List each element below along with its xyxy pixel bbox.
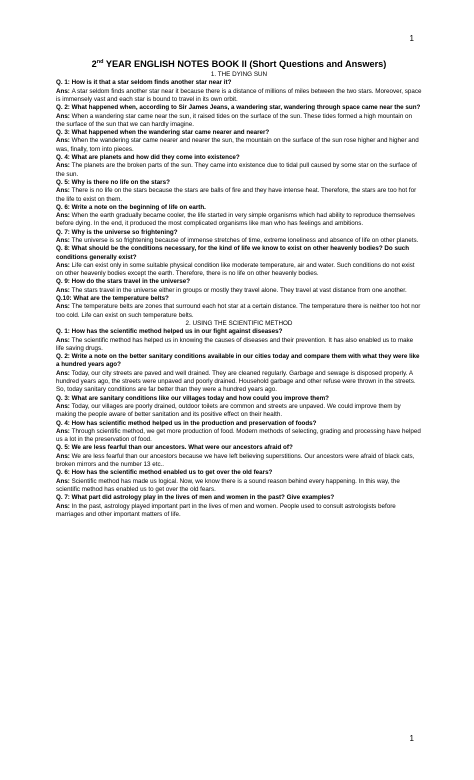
question-text: Q. 7: Why is the universe so frightening? xyxy=(56,228,178,236)
answer-label: Ans: xyxy=(56,212,72,220)
question-text: Q. 9: How do the stars travel in the universe? xyxy=(56,278,191,286)
section-heading: 1. THE DYING SUN xyxy=(210,71,268,79)
answer xyxy=(56,370,422,395)
qa-item xyxy=(56,204,422,229)
answer-label: Ans: xyxy=(56,477,72,485)
answer-text: In the past, astrology played important part in the lives of men and women. People used to consult astrologists before marriages and other important matters of life. xyxy=(56,502,396,518)
qa-item xyxy=(56,129,422,154)
answer xyxy=(56,88,422,105)
question-text: Q. 1: How is it that a star seldom finds another star near it? xyxy=(56,79,232,87)
answer xyxy=(56,453,422,470)
answer-text: Life can exist only in some suitable physical condition like moderate temperature, air and water. Such conditions do not exist on other heavenly bodies except the earth. Therefore, there is no life on other heavenly bodies. xyxy=(56,261,415,278)
answer-label: Ans: xyxy=(56,112,72,120)
title-superscript: nd xyxy=(96,59,104,65)
qa-item xyxy=(56,328,422,353)
page-number-bottom: 1 xyxy=(409,734,414,743)
question-text: Q. 1: How has the scientific method helped us in our fight against diseases? xyxy=(56,328,283,336)
question-text: Q. 5: Why is there no life on the stars? xyxy=(56,178,170,186)
answer xyxy=(56,212,422,229)
answer-label: Ans: xyxy=(56,237,72,244)
question-text: Q.10: What are the temperature belts? xyxy=(56,295,169,303)
answer-text: When a wandering star came near the sun, it raised tides on the surface of the sun. These tides formed a high mountain on the surface of the sun that we can hardly imagine. xyxy=(56,112,412,128)
answer xyxy=(56,287,422,295)
answer xyxy=(56,337,422,354)
answer-text: The stars travel in the universe either in groups or mostly they travel alone. They travel at vast distance from one another. xyxy=(71,286,407,294)
answer xyxy=(56,303,422,320)
page-title xyxy=(56,57,422,70)
qa-item xyxy=(56,420,422,445)
answer-label: Ans: xyxy=(56,502,72,510)
answer-label: Ans: xyxy=(56,303,72,311)
question-text: Q. 4: How has scientific method helped us in the production and preservation of foods? xyxy=(56,419,317,427)
qa-item xyxy=(56,353,422,394)
answer-text: When the wandering star came nearer and nearer the sun, the mountain on the surface of the sun rose higher and higher and was, finally, torn into pieces. xyxy=(56,137,419,153)
qa-item xyxy=(56,395,422,420)
answer-text: Through scientific method, we get more production of food. Modern methods of selecting, grading and processing have helped us a lot in the preservation of food. xyxy=(56,427,421,444)
answer-label: Ans: xyxy=(56,286,72,294)
question-text: Q. 6: How has the scientific method enabled us to get over the old fears? xyxy=(56,469,273,477)
answer xyxy=(56,113,422,130)
qa-item xyxy=(56,179,422,204)
question-text: Q. 3: What happened when the wandering star came nearer and nearer? xyxy=(56,129,270,137)
question-text: Q. 7: What part did astrology play in the lives of men and women in the past? Give examples? xyxy=(56,494,335,502)
question-text: Q. 5: We are less fearful than our ancestors. What were our ancestors afraid of? xyxy=(56,444,293,452)
title-text: YEAR ENGLISH NOTES BOOK II (Short Questions and Answers) xyxy=(103,59,387,70)
page-number-top: 1 xyxy=(409,34,414,43)
answer xyxy=(56,137,422,154)
answer-text: The temperature belts are zones that surround each hot star at a certain distance. The temperature there is neither too hot nor too cold. Life can exist on such temperature belts. xyxy=(56,303,421,319)
answer-label: Ans: xyxy=(56,261,72,269)
qa-item xyxy=(56,444,422,469)
answer-label: Ans: xyxy=(56,452,72,460)
question-text: Q. 3: What are sanitary conditions like our villages today and how could you improve them? xyxy=(56,394,329,402)
answer-label: Ans: xyxy=(56,87,72,95)
answer-text: The universe is so frightening because of immense stretches of time, extreme loneliness and absence of life on other planets. xyxy=(71,237,419,244)
question-text: Q. 4: What are planets and how did they come into existence? xyxy=(56,154,240,162)
answer-text: The scientific method has helped us in knowing the causes of diseases and their prevention. It has also enabled us to make life saving drugs. xyxy=(56,336,414,352)
answer xyxy=(56,187,422,204)
qa-item xyxy=(56,295,422,320)
qa-item xyxy=(56,245,422,278)
question-text: Q. 6: Write a note on the beginning of life on earth. xyxy=(56,203,206,211)
answer-text: When the earth gradually became cooler, the life started in very simple organisms which had ability to reproduce themselves before dying. In the end, it produced the most complicated organisms like man who has feelings and ambitions. xyxy=(56,212,415,228)
answer-text: We are less fearful than our ancestors because we have left believing superstitions. Our ancestors were afraid of black cats, broken mirrors and the number 13 etc.. xyxy=(56,452,415,469)
qa-item xyxy=(56,104,422,129)
answer-text: The planets are the broken parts of the sun. They came into existence due to tidal pull caused by some star on the surface of the sun. xyxy=(56,162,417,178)
answer-text: Scientific method has made us logical. Now, we know there is a sound reason behind every happening. In this way, the scientific method has enabled us to get over the old fears. xyxy=(56,477,400,493)
sections-container xyxy=(56,71,422,519)
answer-label: Ans: xyxy=(56,137,72,145)
qa-item xyxy=(56,494,422,519)
answer xyxy=(56,428,422,445)
answer-text: There is no life on the stars because the stars are balls of fire and they have intense heat. Therefore, the stars are too hot for the life to exist on them. xyxy=(56,187,417,203)
answer xyxy=(56,403,422,420)
answer xyxy=(56,162,422,179)
answer xyxy=(56,503,422,520)
qa-item xyxy=(56,229,422,246)
answer-text: Today, our city streets are paved and well drained. They are cleaned regularly. Garbage and sewage is disposed properly. A hundred years ago, the streets were unpaved and poorly drained. Household garbage and other refuse were thrown in the streets. So, today sanitary conditions are far better than they were a hundred years ago. xyxy=(56,369,416,394)
answer xyxy=(56,262,422,279)
answer-text: Today, our villages are poorly drained, outdoor toilets are common and streets are unpaved. We could improve them by making the people aware of better sanitation and its positive effect on their health. xyxy=(56,402,401,419)
qa-item xyxy=(56,154,422,179)
answer-label: Ans: xyxy=(56,336,72,344)
answer xyxy=(56,478,422,495)
answer-label: Ans: xyxy=(56,369,72,377)
question-text: Q. 2: What happened when, according to Sir James Jeans, a wandering star, wandering through space came near the sun? xyxy=(56,104,421,112)
qa-item xyxy=(56,469,422,494)
question-text: Q. 2: Write a note on the better sanitary conditions available in our cities today and compare them with what they were like a hundred years ago? xyxy=(56,353,420,369)
answer-label: Ans: xyxy=(56,162,72,170)
section-heading: 2. USING THE SCIENTIFIC METHOD xyxy=(185,319,293,327)
answer xyxy=(56,237,422,245)
qa-item xyxy=(56,278,422,295)
answer-label: Ans: xyxy=(56,427,72,435)
title-prefix: 2 xyxy=(91,59,97,70)
question-text: Q. 8: What should be the conditions necessary, for the kind of life we know to exist on other heavenly bodies? Do such conditions generally exist? xyxy=(56,245,410,261)
answer-label: Ans: xyxy=(56,187,72,195)
answer-text: A star seldom finds another star near it because there is a distance of millions of miles between the two stars. Moreover, space is immensely vast and each star is bound to travel in its own orbit. xyxy=(56,87,422,103)
document-body xyxy=(56,57,422,519)
qa-item xyxy=(56,79,422,104)
answer-label: Ans: xyxy=(56,402,72,410)
